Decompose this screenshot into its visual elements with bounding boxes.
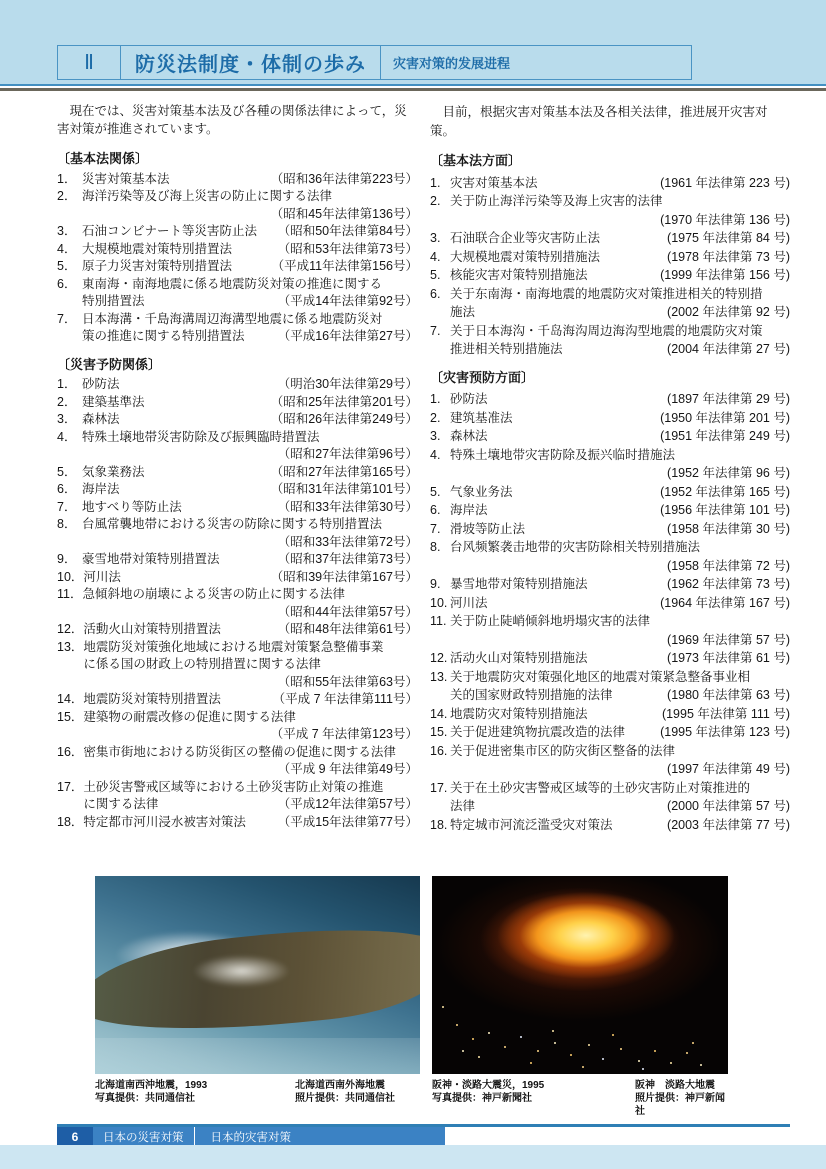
intro-jp: 現在では、災害対策基本法及び各種の関係法律によって，災害対策が推進されています。 [57, 104, 407, 136]
law-item-ref: (1952 年法律第 96 号) [667, 466, 790, 480]
law-item [57, 394, 418, 412]
law-item [430, 229, 790, 248]
law-item-title: 気象業務法 [82, 464, 145, 479]
smoke-plume [193, 955, 291, 987]
law-item-title-cont: に係る国の財政上の特別措置に関する法律 [83, 657, 321, 671]
law-item [57, 621, 418, 639]
law-item-title: 关于防止海洋污染等及海上灾害的法律 [450, 194, 663, 208]
law-item-number: 5． [57, 259, 77, 273]
law-item-title: 地震防災対策特別措置法 [83, 692, 221, 706]
law-item-number: 3. [430, 231, 441, 245]
caption-title-cn: 阪神 淡路大地震 [635, 1080, 715, 1091]
law-item-title: 气象业务法 [450, 484, 513, 499]
law-item [57, 814, 418, 832]
law-item-ref: （昭和48年法律第61号） [277, 622, 418, 636]
law-item [57, 744, 418, 779]
law-item-number: 7. [430, 323, 441, 338]
law-item-title: 建築基準法 [82, 394, 145, 409]
law-item-title: 急傾斜地の崩壊による災害の防止に関する法律 [82, 587, 345, 601]
law-item [57, 709, 418, 744]
law-list-basic-cn [430, 174, 790, 359]
caption-title-cn: 北海道西南外海地震 [295, 1080, 385, 1091]
column-japanese [57, 103, 418, 834]
law-list-basic-jp [57, 171, 418, 346]
law-item [430, 538, 790, 575]
law-item-title: 土砂災害警戒区域等における土砂災害防止対策の推進 [83, 779, 384, 794]
law-item [57, 276, 418, 311]
law-item-ref: （平成 9 年法律第49号） [277, 762, 418, 776]
law-item-title-cont: 施法 [450, 305, 476, 319]
intro-cn: 目前，根据灾害对策基本法及各相关法律，推进展开灾害对策。 [430, 105, 768, 138]
law-item-ref: (1951 年法律第 249 号) [660, 429, 790, 443]
caption-credit-jp: 写真提供：共同通信社 [95, 1093, 195, 1104]
law-item-title: 河川法 [450, 595, 488, 610]
law-item-ref: （昭和31年法律第101号） [270, 482, 418, 496]
law-item-ref: （昭和27年法律第96号） [277, 447, 418, 461]
law-item [430, 705, 790, 724]
bottom-strip [0, 1145, 826, 1169]
law-item-ref: （昭和36年法律第223号） [270, 171, 418, 186]
law-item-number: 13． [57, 639, 84, 654]
law-item-title: 关于东南海・南海地震的地震防灾对策推进相关的特别措 [450, 286, 763, 301]
law-item-number: 8． [57, 517, 77, 531]
law-item [57, 241, 418, 259]
law-item-ref: (1956 年法律第 101 号) [660, 503, 790, 517]
law-item-title: 砂防法 [82, 377, 120, 391]
law-item-ref: (1980 年法律第 63 号) [667, 688, 790, 702]
law-item-ref: （明治30年法律第29号） [277, 377, 418, 391]
law-item-ref: （昭和53年法律第73号） [277, 241, 418, 256]
law-item [57, 516, 418, 551]
law-item-number: 12． [57, 622, 84, 636]
law-item-number: 1. [430, 392, 441, 406]
law-item-title: 暴雪地带对策特别措施法 [450, 577, 588, 591]
law-item-number: 6． [57, 482, 77, 496]
law-item-number: 16. [430, 743, 448, 758]
shoreline [95, 1038, 420, 1074]
law-item-number: 2. [430, 410, 441, 425]
law-item-title: 核能灾害对策特别措施法 [450, 268, 588, 282]
heading-basic-cn: 〔基本法方面〕 [430, 153, 522, 168]
header-rule-dark [0, 88, 826, 91]
law-item [430, 723, 790, 742]
law-item-title: 活动火山对策特别措施法 [450, 651, 588, 665]
law-item-ref: （昭和27年法律第165号） [270, 464, 418, 479]
law-item-ref: （平成14年法律第92号） [277, 294, 418, 308]
law-item-number: 1. [430, 175, 441, 190]
law-item-title: 建築物の耐震改修の促進に関する法律 [83, 709, 296, 724]
law-item-number: 9. [430, 577, 441, 591]
law-item-number: 18． [57, 814, 84, 829]
law-item-ref: (1961 年法律第 223 号) [660, 175, 790, 190]
law-item-title: 地すべり等防止法 [82, 499, 182, 514]
law-item-ref: (1950 年法律第 201 号) [660, 410, 790, 425]
law-item-title: 滑坡等防止法 [450, 521, 526, 536]
law-item [430, 594, 790, 613]
law-item [57, 258, 418, 276]
law-item-title: 灾害对策基本法 [450, 175, 538, 190]
law-list-prevention-cn [430, 390, 790, 834]
law-item [430, 612, 790, 649]
law-item [57, 569, 418, 587]
section-number: Ⅱ [58, 46, 121, 79]
law-item-ref: (1970 年法律第 136 号) [660, 212, 790, 227]
law-item-title: 石油コンビナート等災害防止法 [82, 224, 258, 238]
law-item-ref: (2000 年法律第 57 号) [667, 799, 790, 813]
law-item-ref: （平成16年法律第27号） [277, 329, 418, 343]
law-item [430, 649, 790, 668]
law-item [57, 586, 418, 621]
law-item-title: 密集市街地における防災街区の整備の促進に関する法律 [83, 744, 396, 759]
law-item-number: 6. [430, 503, 441, 517]
law-item-title: 石油联合企业等灾害防止法 [450, 231, 601, 245]
law-item [430, 668, 790, 705]
law-item [57, 188, 418, 223]
law-item-number: 15. [430, 725, 448, 739]
law-item-title: 关于促进建筑物抗震改造的法律 [450, 725, 626, 739]
law-item-title: 关于日本海沟・千岛海沟周边海沟型地震的地震防灾对策 [450, 323, 763, 338]
law-item-ref: (1975 年法律第 84 号) [667, 231, 790, 245]
law-item-ref: (1958 年法律第 72 号) [667, 558, 790, 573]
law-item-title: 豪雪地帯対策特別措置法 [82, 552, 220, 566]
law-item-title-cont: 策の推進に関する特別措置法 [82, 329, 245, 343]
section-title-box [57, 45, 692, 80]
law-item-number: 1． [57, 171, 77, 186]
law-item [57, 551, 418, 569]
law-item-ref: (1978 年法律第 73 号) [667, 249, 790, 264]
law-item-number: 2． [57, 189, 77, 203]
law-item-title: 砂防法 [450, 392, 488, 406]
law-item-number: 13. [430, 669, 448, 684]
law-item-number: 11． [57, 587, 83, 601]
law-item-ref: (1962 年法律第 73 号) [667, 577, 790, 591]
law-item [430, 390, 790, 409]
section-title-cn: 灾害对策的发展进程 [393, 56, 511, 71]
law-item [430, 779, 790, 816]
law-item-ref: （昭和39年法律第167号） [270, 569, 418, 584]
law-item-title-cont: に関する法律 [83, 797, 159, 811]
law-item-ref: (1995 年法律第 111 号) [661, 706, 790, 721]
law-item [57, 429, 418, 464]
law-item-number: 7. [430, 521, 441, 536]
caption-title-jp: 阪神・淡路大震災，1995 [432, 1080, 545, 1091]
law-item-title: 地震防灾对策特别措施法 [450, 706, 588, 721]
law-item-ref: （昭和33年法律第30号） [277, 499, 418, 514]
law-item-ref: （昭和33年法律第72号） [277, 534, 418, 549]
law-list-prevention-jp [57, 376, 418, 831]
law-item-ref: （昭和50年法律第84号） [277, 224, 418, 238]
law-item-title: 東南海・南海地震に係る地震防災対策の推進に関する [82, 276, 383, 291]
law-item-ref: （平成11年法律第156号） [271, 259, 418, 273]
caption-kobe [432, 1079, 728, 1117]
figure-hokkaido [95, 876, 420, 1109]
law-item [57, 639, 418, 692]
law-item [430, 174, 790, 193]
law-item-title: 建筑基准法 [450, 410, 513, 425]
law-item-ref: (2002 年法律第 92 号) [667, 305, 790, 319]
footer-bar [57, 1127, 445, 1146]
caption-credit-cn: 照片提供：共同通信社 [295, 1093, 395, 1104]
law-item-title: 原子力災害対策特別措置法 [82, 259, 233, 273]
law-item-number: 4． [57, 429, 77, 444]
law-item [430, 192, 790, 229]
law-item-number: 18. [430, 817, 448, 832]
law-item [57, 411, 418, 429]
law-item-ref: (1973 年法律第 61 号) [667, 651, 790, 665]
law-item-ref: （平成15年法律第77号） [277, 814, 418, 829]
footer-title-jp: 日本の災害対策 [103, 1131, 184, 1144]
law-item-number: 5． [57, 464, 77, 479]
law-item-number: 4. [430, 249, 441, 264]
law-item-ref: (1995 年法律第 123 号) [660, 725, 790, 739]
law-item-title: 海洋汚染等及び海上災害の防止に関する法律 [82, 189, 333, 203]
law-item-ref: (1999 年法律第 156 号) [660, 268, 790, 282]
law-item-number: 2． [57, 394, 77, 409]
law-item-ref: (1952 年法律第 165 号) [660, 484, 790, 499]
law-item-title: 活動火山対策特別措置法 [83, 622, 221, 636]
caption-credit-cn: 照片提供：神戸新闻社 [635, 1093, 725, 1117]
law-item-title: 关于地震防灾对策强化地区的地震对策紧急整备事业相 [450, 669, 751, 684]
law-item-number: 15． [57, 709, 84, 724]
law-item [430, 285, 790, 322]
law-item-number: 2. [430, 194, 441, 208]
law-item [57, 223, 418, 241]
photo-kobe-earthquake-fire [432, 876, 728, 1074]
law-item-title-cont: 推进相关特别措施法 [450, 342, 563, 356]
law-item-title: 河川法 [83, 569, 121, 584]
law-item-ref: （昭和55年法律第63号） [277, 674, 418, 689]
law-item-ref: (1964 年法律第 167 号) [660, 595, 790, 610]
law-item-number: 4. [430, 447, 441, 462]
law-item-title: 大规模地震对策特别措施法 [450, 249, 601, 264]
law-item-title: 特定都市河川浸水被害対策法 [83, 814, 246, 829]
law-item [430, 816, 790, 835]
law-item [57, 481, 418, 499]
law-item-ref: （昭和26年法律第249号） [270, 412, 418, 426]
law-item-title-cont: 特別措置法 [82, 294, 145, 308]
law-item-number: 9． [57, 552, 77, 566]
caption-credit-jp: 写真提供：神戸新聞社 [432, 1093, 532, 1104]
law-item-title: 台風常襲地帯における災害の防除に関する特別措置法 [82, 517, 383, 531]
law-item-number: 12. [430, 651, 448, 665]
law-item-number: 3． [57, 224, 77, 238]
law-item-ref: (2004 年法律第 27 号) [667, 342, 790, 356]
page-number: 6 [57, 1127, 93, 1146]
law-item-number: 6． [57, 276, 77, 291]
law-item-title: 关于防止陡峭倾斜地坍塌灾害的法律 [450, 614, 651, 628]
law-item-number: 4． [57, 241, 77, 256]
law-item-title: 台风频繁袭击地带的灾害防除相关特别措施法 [450, 540, 701, 554]
law-item-number: 10． [57, 569, 84, 584]
law-item-number: 6. [430, 286, 441, 301]
law-item [430, 501, 790, 520]
law-item [57, 464, 418, 482]
law-item-ref: (1958 年法律第 30 号) [667, 521, 790, 536]
law-item [57, 376, 418, 394]
law-item [430, 409, 790, 428]
law-item [57, 311, 418, 346]
law-item [57, 691, 418, 709]
footer-title-cn: 日本的灾害对策 [210, 1131, 291, 1144]
law-item-ref: （昭和45年法律第136号） [270, 206, 418, 221]
law-item-title: 森林法 [82, 412, 120, 426]
law-item-ref: (1969 年法律第 57 号) [667, 632, 790, 647]
law-item-title: 地震防災対策強化地域における地震対策緊急整備事業 [83, 639, 384, 654]
law-item-number: 17． [57, 779, 84, 794]
photo-hokkaido-earthquake [95, 876, 420, 1074]
law-item-ref: （平成 7 年法律第111号） [272, 692, 418, 706]
law-item [430, 446, 790, 483]
law-item [57, 499, 418, 517]
law-item-title: 海岸法 [450, 503, 488, 517]
law-item-number: 3. [430, 429, 441, 443]
law-item-number: 8. [430, 540, 441, 554]
law-item-ref: （昭和25年法律第201号） [270, 394, 418, 409]
law-item-ref: （平成12年法律第57号） [277, 797, 418, 811]
column-chinese [430, 103, 790, 834]
law-item-number: 1． [57, 377, 77, 391]
law-item-number: 17. [430, 780, 448, 795]
law-item-title: 災害対策基本法 [82, 171, 170, 186]
law-item-title: 特殊土壤地带灾害防除及振兴临时措施法 [450, 447, 676, 462]
law-item-number: 7． [57, 499, 77, 514]
law-item-title-cont: 法律 [450, 799, 476, 813]
law-item-number: 10. [430, 595, 448, 610]
law-item-number: 7． [57, 311, 77, 326]
law-item [430, 266, 790, 285]
law-item-number: 5. [430, 484, 441, 499]
law-item-ref: (1997 年法律第 49 号) [667, 762, 790, 776]
heading-prevention-cn: 〔灾害预防方面〕 [430, 369, 535, 385]
law-item [430, 248, 790, 267]
law-item-title: 森林法 [450, 429, 488, 443]
law-item-number: 11. [430, 614, 447, 628]
law-item-title: 日本海溝・千島海溝周辺海溝型地震に係る地震防災対 [82, 311, 383, 326]
law-item [57, 779, 418, 814]
law-item-number: 14． [57, 692, 84, 706]
law-item [430, 520, 790, 539]
law-item [430, 483, 790, 502]
section-title-jp: 防災法制度・体制の歩み [121, 46, 381, 79]
law-item-title: 特殊土壌地帯災害防除及び振興臨時措置法 [82, 429, 320, 444]
law-item-number: 16． [57, 744, 84, 759]
law-item-ref: （昭和44年法律第57号） [277, 604, 418, 619]
law-item [430, 427, 790, 446]
content-columns [57, 103, 790, 834]
law-item-ref: （平成 7 年法律第123号） [270, 727, 418, 741]
law-item [430, 575, 790, 594]
law-item-number: 14. [430, 706, 448, 721]
law-item-title-cont: 关的国家财政特别措施的法律 [450, 688, 613, 702]
law-item-title: 海岸法 [82, 482, 120, 496]
law-item-title: 大規模地震対策特別措置法 [82, 241, 233, 256]
photo-row [95, 876, 728, 1117]
law-item [57, 171, 418, 189]
heading-basic-jp: 〔基本法関係〕 [57, 151, 149, 166]
law-item-ref: (2003 年法律第 77 号) [667, 817, 790, 832]
law-item [430, 322, 790, 359]
city-lights [442, 1006, 444, 1008]
law-item-ref: (1897 年法律第 29 号) [667, 392, 790, 406]
caption-title-jp: 北海道南西沖地震，1993 [95, 1080, 208, 1091]
heading-prevention-jp: 〔災害予防関係〕 [57, 356, 162, 372]
law-item-title: 关于在土砂灾害警戒区域等的土砂灾害防止对策推进的 [450, 780, 751, 795]
law-item-number: 5. [430, 268, 441, 282]
figure-kobe [432, 876, 728, 1117]
caption-hokkaido [95, 1079, 420, 1109]
law-item-title: 关于促进密集市区的防灾街区整备的法律 [450, 743, 676, 758]
law-item-title: 特定城市河流泛滥受灾对策法 [450, 817, 613, 832]
law-item-ref: （昭和37年法律第73号） [277, 552, 418, 566]
law-item [430, 742, 790, 779]
law-item-number: 3． [57, 412, 77, 426]
